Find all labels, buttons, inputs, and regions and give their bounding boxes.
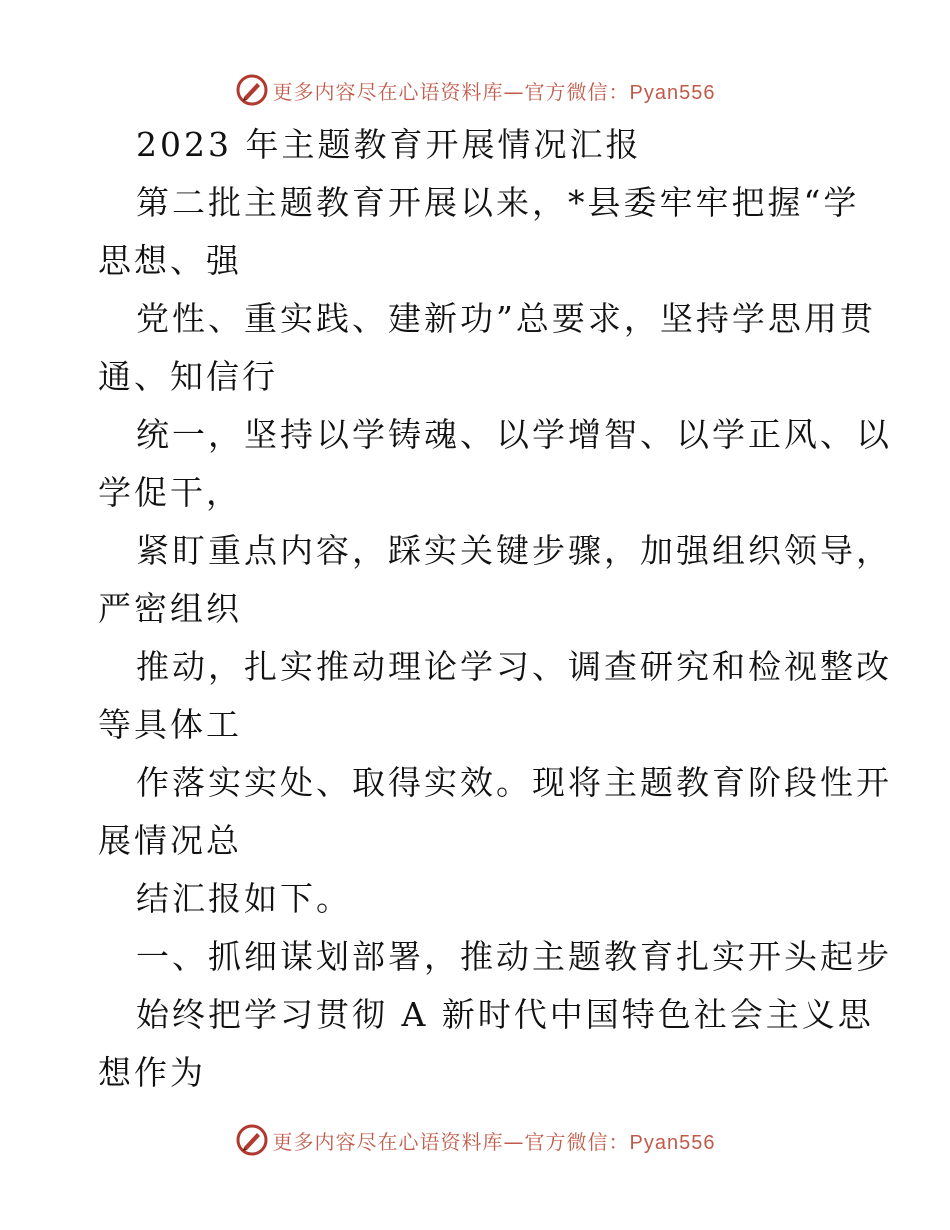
text-line: 等具体工 bbox=[98, 705, 242, 744]
text-line: 通、知信行 bbox=[98, 357, 278, 396]
text-line: 推动，扎实推动理论学习、调查研究和检视整改 bbox=[136, 647, 892, 686]
text-line: 展情况总 bbox=[98, 821, 242, 860]
text-line: 始终把学习贯彻 A 新时代中国特色社会主义思 bbox=[136, 995, 874, 1034]
pen-logo-icon bbox=[235, 1123, 269, 1157]
text-line: 党性、重实践、建新功”总要求，坚持学思用贯 bbox=[136, 299, 876, 338]
text-line: 统一，坚持以学铸魂、以学增智、以学正风、以 bbox=[136, 415, 892, 454]
watermark-header bbox=[0, 70, 950, 110]
text-line: 想作为 bbox=[98, 1053, 206, 1092]
document-title: 2023 年主题教育开展情况汇报 bbox=[136, 125, 642, 164]
pen-logo-icon bbox=[235, 73, 269, 107]
document-body bbox=[98, 116, 892, 1102]
text-line: 紧盯重点内容，踩实关键步骤，加强组织领导， bbox=[136, 531, 892, 570]
text-line: 结汇报如下。 bbox=[136, 879, 352, 918]
text-line: 严密组织 bbox=[98, 589, 242, 628]
text-line: 作落实实处、取得实效。现将主题教育阶段性开 bbox=[136, 763, 892, 802]
text-line: 一、抓细谋划部署，推动主题教育扎实开头起步 bbox=[136, 937, 892, 976]
text-line: 思想、强 bbox=[98, 241, 242, 280]
watermark-footer bbox=[0, 1120, 950, 1160]
text-line: 第二批主题教育开展以来，*县委牢牢把握“学 bbox=[136, 183, 860, 222]
watermark-text: 更多内容尽在心语资料库—官方微信：Pyan556 bbox=[272, 1129, 716, 1154]
text-line: 学促干， bbox=[98, 473, 242, 512]
watermark-text: 更多内容尽在心语资料库—官方微信：Pyan556 bbox=[272, 79, 716, 104]
